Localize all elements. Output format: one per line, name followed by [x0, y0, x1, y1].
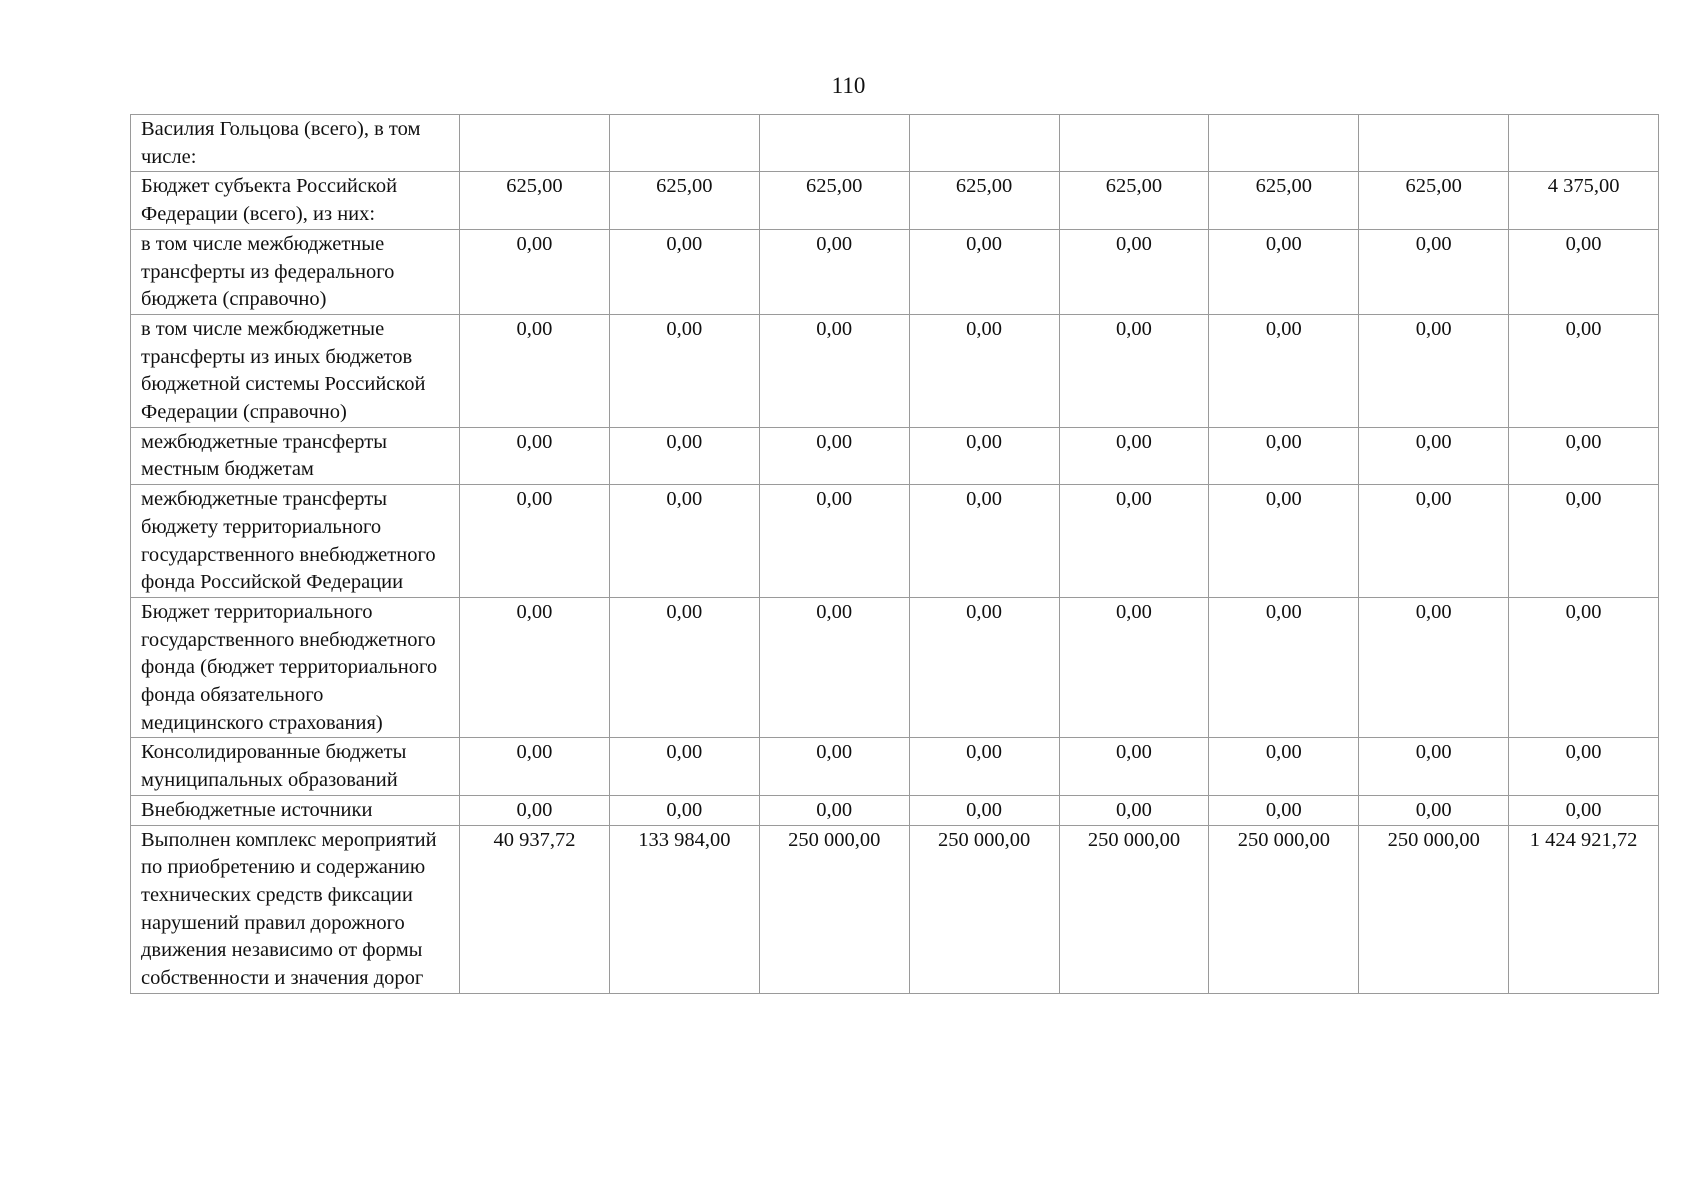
cell-value — [1209, 115, 1359, 172]
cell-value: 625,00 — [759, 172, 909, 229]
table-row — [131, 738, 1659, 795]
cell-value: 0,00 — [1059, 795, 1209, 825]
table-row — [131, 314, 1659, 427]
cell-value-total: 1 424 921,72 — [1509, 825, 1659, 993]
cell-value: 0,00 — [1059, 427, 1209, 484]
cell-value: 0,00 — [1359, 427, 1509, 484]
cell-value: 250 000,00 — [909, 825, 1059, 993]
row-label: Консолидированные бюджеты муниципальных образований — [131, 738, 460, 795]
cell-value: 0,00 — [1209, 427, 1359, 484]
cell-value: 0,00 — [460, 427, 610, 484]
cell-value: 0,00 — [1209, 795, 1359, 825]
cell-value-total: 0,00 — [1509, 427, 1659, 484]
cell-value: 0,00 — [759, 427, 909, 484]
cell-value: 0,00 — [1209, 314, 1359, 427]
cell-value: 0,00 — [460, 795, 610, 825]
cell-value — [759, 115, 909, 172]
cell-value: 133 984,00 — [609, 825, 759, 993]
cell-value: 0,00 — [759, 738, 909, 795]
cell-value: 0,00 — [609, 314, 759, 427]
cell-value: 0,00 — [1359, 738, 1509, 795]
cell-value: 0,00 — [909, 795, 1059, 825]
cell-value-total: 0,00 — [1509, 597, 1659, 738]
cell-value: 0,00 — [609, 229, 759, 314]
row-label: межбюджетные трансферты местным бюджетам — [131, 427, 460, 484]
cell-value: 0,00 — [1059, 314, 1209, 427]
cell-value: 0,00 — [909, 597, 1059, 738]
table-row — [131, 795, 1659, 825]
table-row — [131, 115, 1659, 172]
cell-value: 0,00 — [609, 597, 759, 738]
cell-value: 250 000,00 — [1359, 825, 1509, 993]
cell-value: 0,00 — [909, 738, 1059, 795]
row-label: в том числе межбюджетные трансферты из иных бюджетов бюджетной системы Российской Федерации (справочно) — [131, 314, 460, 427]
cell-value: 0,00 — [1059, 229, 1209, 314]
cell-value-total: 0,00 — [1509, 738, 1659, 795]
cell-value: 0,00 — [1059, 597, 1209, 738]
cell-value: 625,00 — [609, 172, 759, 229]
row-label: Василия Гольцова (всего), в том числе: — [131, 115, 460, 172]
cell-value — [1359, 115, 1509, 172]
cell-value: 0,00 — [1059, 738, 1209, 795]
cell-value-total: 0,00 — [1509, 229, 1659, 314]
cell-value: 0,00 — [609, 485, 759, 598]
cell-value: 625,00 — [1359, 172, 1509, 229]
cell-value-total: 0,00 — [1509, 485, 1659, 598]
cell-value: 0,00 — [460, 597, 610, 738]
cell-value: 0,00 — [1359, 314, 1509, 427]
cell-value: 0,00 — [1059, 485, 1209, 598]
cell-value: 0,00 — [759, 314, 909, 427]
budget-table — [130, 114, 1659, 994]
cell-value-total: 4 375,00 — [1509, 172, 1659, 229]
cell-value: 0,00 — [759, 795, 909, 825]
cell-value: 0,00 — [1209, 485, 1359, 598]
cell-value: 0,00 — [460, 314, 610, 427]
cell-value: 0,00 — [759, 597, 909, 738]
cell-value: 0,00 — [1359, 229, 1509, 314]
table-row — [131, 427, 1659, 484]
cell-value: 0,00 — [460, 229, 610, 314]
table-row — [131, 229, 1659, 314]
cell-value: 0,00 — [1359, 485, 1509, 598]
cell-value: 0,00 — [909, 427, 1059, 484]
cell-value: 0,00 — [460, 485, 610, 598]
cell-value: 0,00 — [759, 229, 909, 314]
cell-value: 250 000,00 — [1209, 825, 1359, 993]
row-label: Внебюджетные источники — [131, 795, 460, 825]
cell-value: 40 937,72 — [460, 825, 610, 993]
row-label: Бюджет субъекта Российской Федерации (всего), из них: — [131, 172, 460, 229]
cell-value: 625,00 — [460, 172, 610, 229]
row-label: Выполнен комплекс мероприятий по приобретению и содержанию технических средств фиксации нарушений правил дорожного движения независимо от формы собственности и значения дорог — [131, 825, 460, 993]
cell-value: 0,00 — [909, 314, 1059, 427]
cell-value: 625,00 — [1059, 172, 1209, 229]
cell-value: 250 000,00 — [1059, 825, 1209, 993]
budget-table-body — [131, 115, 1659, 994]
cell-value: 0,00 — [1209, 738, 1359, 795]
table-row — [131, 825, 1659, 993]
cell-value: 625,00 — [909, 172, 1059, 229]
cell-value: 250 000,00 — [759, 825, 909, 993]
cell-value: 0,00 — [909, 229, 1059, 314]
cell-value: 625,00 — [1209, 172, 1359, 229]
cell-value — [1059, 115, 1209, 172]
cell-value-total: 0,00 — [1509, 795, 1659, 825]
cell-value: 0,00 — [759, 485, 909, 598]
cell-value: 0,00 — [1359, 597, 1509, 738]
cell-value: 0,00 — [1359, 795, 1509, 825]
table-row — [131, 597, 1659, 738]
cell-value: 0,00 — [460, 738, 610, 795]
table-row — [131, 485, 1659, 598]
cell-value: 0,00 — [1209, 597, 1359, 738]
cell-value: 0,00 — [609, 738, 759, 795]
cell-value — [609, 115, 759, 172]
table-row — [131, 172, 1659, 229]
cell-value: 0,00 — [609, 427, 759, 484]
row-label: Бюджет территориального государственного внебюджетного фонда (бюджет территориального фонда обязательного медицинского страхования) — [131, 597, 460, 738]
cell-value-total: 0,00 — [1509, 314, 1659, 427]
row-label: межбюджетные трансферты бюджету территориального государственного внебюджетного фонда Российской Федерации — [131, 485, 460, 598]
row-label: в том числе межбюджетные трансферты из федерального бюджета (справочно) — [131, 229, 460, 314]
page-number: 110 — [831, 73, 866, 98]
cell-value: 0,00 — [909, 485, 1059, 598]
cell-value-total — [1509, 115, 1659, 172]
cell-value: 0,00 — [1209, 229, 1359, 314]
cell-value — [909, 115, 1059, 172]
cell-value: 0,00 — [609, 795, 759, 825]
cell-value — [460, 115, 610, 172]
